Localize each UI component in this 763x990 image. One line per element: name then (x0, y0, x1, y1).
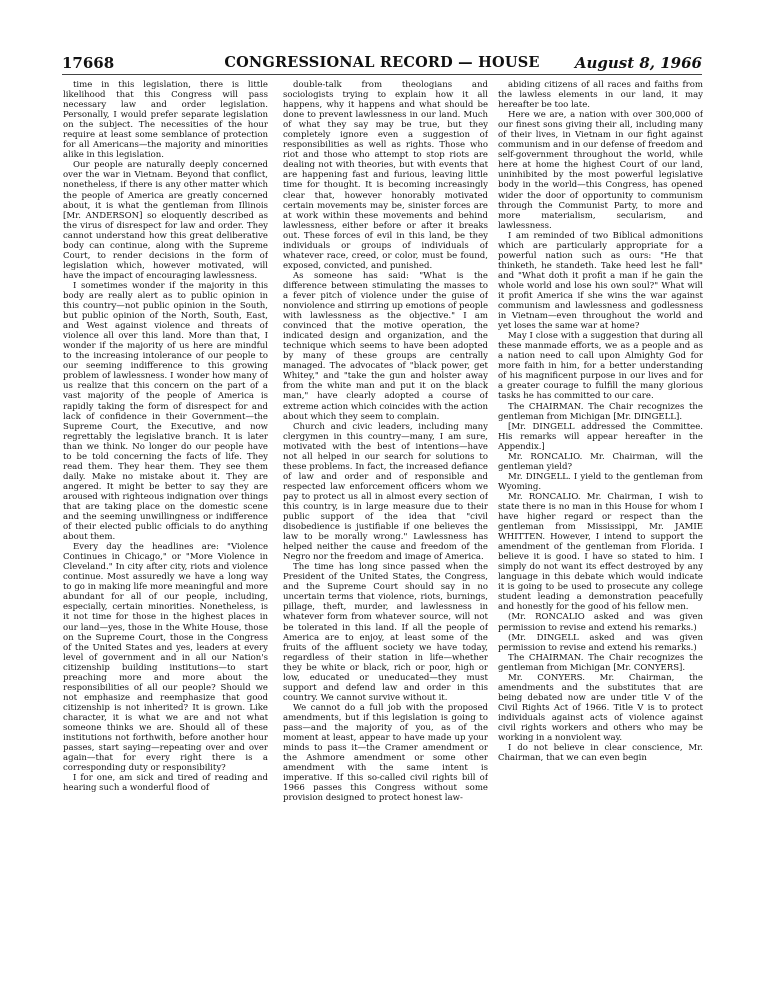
issue-date: August 8, 1966 (574, 54, 702, 72)
paragraph: Every day the headlines are: "Violence Continues in Chicago," or "More Violence in Cleveland." In city after city, riots and violence continue. Most assuredly we have a long way to go in making life more meaningful and more abundant for all of our people, including, especially, certain minorities. Nonetheless, is it not time for those in the highest places in our land—yes, those in the White House, those on the Supreme Court, those in the Congress of the United States and yes, leaders at every level of government and in all our Nation's citizenship building institutions—to start preaching more and more about the responsibilities of all our people? Should we not emphasize and reemphasize that good citizenship is not inherited? It is grown. Like character, it is what we are and not what someone thinks we are. Should all of these institutions not forthwith, before another hour passes, start saying—repeating over and over again—that for every right there is a corresponding duty or responsibility? (63, 542, 268, 774)
paragraph: Mr. RONCALIO. Mr. Chairman, I wish to state there is no man in this House for whom I have higher regard or respect than the gentleman from Mississippi, Mr. JAMIE WHITTEN. However, I intend to support the amendment of the gentleman from Florida. I believe it is good. I have so stated to him. I simply do not want its effect destroyed by any language in this debate which would indicate it is going to be used to prosecute any college student leading a demonstration peacefully and honestly for the good of his fellow men. (498, 491, 703, 613)
paragraph: Church and civic leaders, including many clergymen in this country—many, I am sure, motivated with the best of intentions—have not all helped in our search for solutions to these problems. In fact, the increased defiance of law and order and of responsible and respected law enforcement officers whom we pay to protect us all in almost every section of this country, is in large measure due to their public support of the idea that "civil disobedience is justifiable if one believes the law to be morally wrong." Lawlessness has helped neither the cause and freedom of the Negro nor the freedom and image of America. (283, 421, 488, 563)
paragraph: The CHAIRMAN. The Chair recognizes the gentleman from Michigan [Mr. DINGELL]. (498, 401, 703, 422)
paragraph: (Mr. RONCALIO asked and was given permission to revise and extend his remarks.) (498, 612, 703, 633)
text-column-1 (63, 80, 268, 980)
paragraph: I do not believe in clear conscience, Mr. Chairman, that we can even begin (498, 743, 703, 764)
paragraph: abiding citizens of all races and faiths from the lawless elements in our land, it may hereafter be too late. (498, 80, 703, 111)
text-column-2 (283, 80, 488, 980)
paragraph: As someone has said: "What is the difference between stimulating the masses to a fever pitch of violence under the guise of nonviolence and stirring up emotions of people with lawlessness as the objective." I am convinced that the motive operation, the indicated design and organization, and the technique which seems to have been adopted by many of these groups are centrally managed. The advocates of "black power, get Whitey," and "take the gun and holster away from the white man and put it on the black man," have clearly adopted a course of extreme action which coincides with the action about which they seem to complain. (283, 270, 488, 422)
paragraph: The time has long since passed when the President of the United States, the Congress, and the Supreme Court should say in no uncertain terms that violence, riots, burnings, pillage, theft, murder, and lawlessness in whatever form from whatever source, will not be tolerated in this land. If all the people of America are to enjoy, at least some of the fruits of the affluent society we have today, regardless of their station in life—whether they be white or black, rich or poor, high or low, educated or uneducated—they must support and defend law and order in this country. We cannot survive without it. (283, 562, 488, 703)
paragraph: (Mr. DINGELL asked and was given permission to revise and extend his remarks.) (498, 632, 703, 653)
text-column-3 (498, 80, 703, 980)
paragraph: double-talk from theologians and sociologists trying to explain how it all happens, why it happens and what should be done to prevent lawlessness in our land. Much of what they say may be true, but they completely ignore even a suggestion of responsibilities as well as rights. Those who riot and those who attempt to stop riots are dealing not with theories, but with events that are happening fast and furious, leaving little time for thought. It is becoming increasingly clear that, however honorably motivated certain movements may be, sinister forces are at work within these movements and behind lawlessness, either before or after it breaks out. These forces of evil in this land, be they individuals or groups of individuals of whatever race, creed, or color, must be found, exposed, convicted, and punished. (283, 80, 488, 271)
paragraph: I for one, am sick and tired of reading and hearing such a wonderful flood of (63, 773, 268, 794)
publication-title: CONGRESSIONAL RECORD — HOUSE (224, 54, 540, 71)
paragraph: Our people are naturally deeply concerned over the war in Vietnam. Beyond that conflict, nonetheless, if there is any other matter which the people of America are greatly concerned about, it is what the gentleman from Illinois [Mr. ANDERSON] so eloquently described as the virus of disrespect for law and order. They cannot understand how this great deliberative body can continue, along with the Supreme Court, to render decisions in the form of legislation which, however motivated, will have the impact of encouraging lawlessness. (63, 160, 268, 281)
paragraph: I am reminded of two Biblical admonitions which are particularly appropriate for a powerful nation such as ours: "He that thinketh, he standeth. Take heed lest he fall" and "What doth it profit a man if he gain the whole world and lose his own soul?" What will it profit America if she wins the war against communism and lawlessness and godlessness in Vietnam—even throughout the world and yet loses the same war at home? (498, 230, 703, 332)
paragraph: May I close with a suggestion that during all these manmade efforts, we as a people and as a nation need to call upon Almighty God for more faith in him, for a better understanding of his magnificent purpose in our lives and for a greater courage to fulfill the many glorious tasks he has committed to our care. (498, 331, 703, 402)
paragraph: I sometimes wonder if the majority in this body are really alert as to public opinion in this country—not public opinion in the South, but public opinion of the North, South, East, and West against violence and threats of violence all over this land. More than that, I wonder if the majority of us here are mindful to the increasing intolerance of our people to our seeming indifference to this growing problem of lawlessness. I wonder how many of us realize that this concern on the part of a vast majority of the people of America is rapidly taking the form of disrespect for and lack of confidence in their Government—the Supreme Court, the Executive, and now regrettably the legislative branch. It is later than we think. No longer do our people have to be told concerning the facts of life. They read them. They hear them. They see them daily. Make no mistake about it. They are angered. It might be better to say they are aroused with righteous indignation over things that are taking place on the domestic scene and the seeming unwillingness or indifference of their elected public officials to do anything about them. (63, 280, 268, 543)
paragraph: Here we are, a nation with over 300,000 of our finest sons giving their all, including many of their lives, in Vietnam in our fight against communism and in our defense of freedom and self-government throughout the world, while here at home the highest Court of our land, uninhibited by the most powerful legislative body in the world—this Congress, has opened wider the door of opportunity to communism through the Communist Party, to more and more materialism, secularism, and lawlessness. (498, 110, 703, 231)
paragraph: Mr. RONCALIO. Mr. Chairman, will the gentleman yield? (498, 451, 703, 472)
paragraph: The CHAIRMAN. The Chair recognizes the gentleman from Michigan [Mr. CONYERS]. (498, 652, 703, 673)
paragraph: time in this legislation, there is little likelihood that this Congress will pass necessary law and order legislation. Personally, I would prefer separate legislation on the subject. The necessities of the hour require at least some semblance of protection for all Americans—the majority and minorities alike in this legislation. (63, 80, 268, 161)
page-header (62, 50, 702, 75)
page-number: 17668 (62, 54, 115, 72)
paragraph: Mr. CONYERS. Mr. Chairman, the amendments and the substitutes that are being debated now are under title V of the Civil Rights Act of 1966. Title V is to protect individuals against acts of violence against civil rights workers and others who may be working in a nonviolent way. (498, 672, 703, 744)
paragraph: [Mr. DINGELL addressed the Committee. His remarks will appear hereafter in the Appendix.] (498, 421, 703, 452)
paragraph: Mr. DINGELL. I yield to the gentleman from Wyoming. (498, 471, 703, 492)
paragraph: We cannot do a full job with the proposed amendments, but if this legislation is going to pass—and the majority of you, as of the moment at least, appear to have made up your minds to pass it—the Cramer amendment or the Ashmore amendment or some other amendment with the same intent is imperative. If this so-called civil rights bill of 1966 passes this Congress without some provision designed to protect honest law- (283, 702, 488, 804)
